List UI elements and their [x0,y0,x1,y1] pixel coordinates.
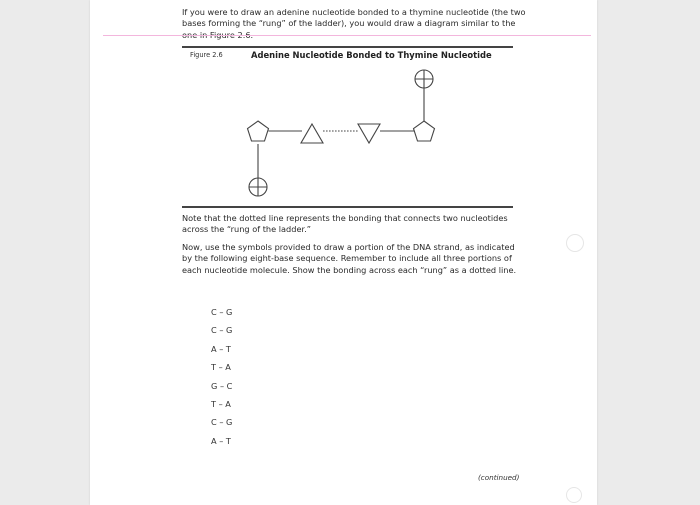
left-sugar-pentagon-icon [248,121,269,141]
base-pair-item: C – G [211,307,233,317]
adenine-triangle-icon [301,124,323,143]
instruction-paragraph: Now, use the symbols provided to draw a portion of the DNA strand, as indicated by the following eight-base sequence. Remember to include all three portions of each nucleotide molecule. Show the bonding across each “rung” as a dotted line. [182,242,517,275]
right-sugar-pentagon-icon [414,121,435,141]
base-pair-item: C – G [211,325,233,336]
base-pair-item: A – T [211,435,231,446]
margin-artifact [566,487,582,503]
base-sequence-list [211,306,232,453]
document-page [90,0,597,505]
note-paragraph: Note that the dotted line represents the bonding that connects two nucleotides across the “rung of the ladder.” [182,213,508,235]
intro-paragraph: If you were to draw an adenine nucleotide bonded to a thymine nucleotide (the two bases forming the “rung” of the ladder), you would draw a diagram similar to the [182,7,526,29]
figure-bottom-rule [182,206,513,208]
base-pair-item: G – C [211,380,233,391]
figure-label: Figure 2.6 [190,51,223,59]
base-pair-item: A – T [211,343,231,354]
figure-title: Adenine Nucleotide Bonded to Thymine Nucleotide [251,50,492,60]
thymine-triangle-icon [358,124,380,143]
base-pair-item: C – G [211,417,233,428]
base-pair-item: T – A [211,362,231,373]
continued-note: (continued) [478,473,520,482]
margin-artifact [566,234,584,252]
base-pair-item: T – A [211,398,231,409]
